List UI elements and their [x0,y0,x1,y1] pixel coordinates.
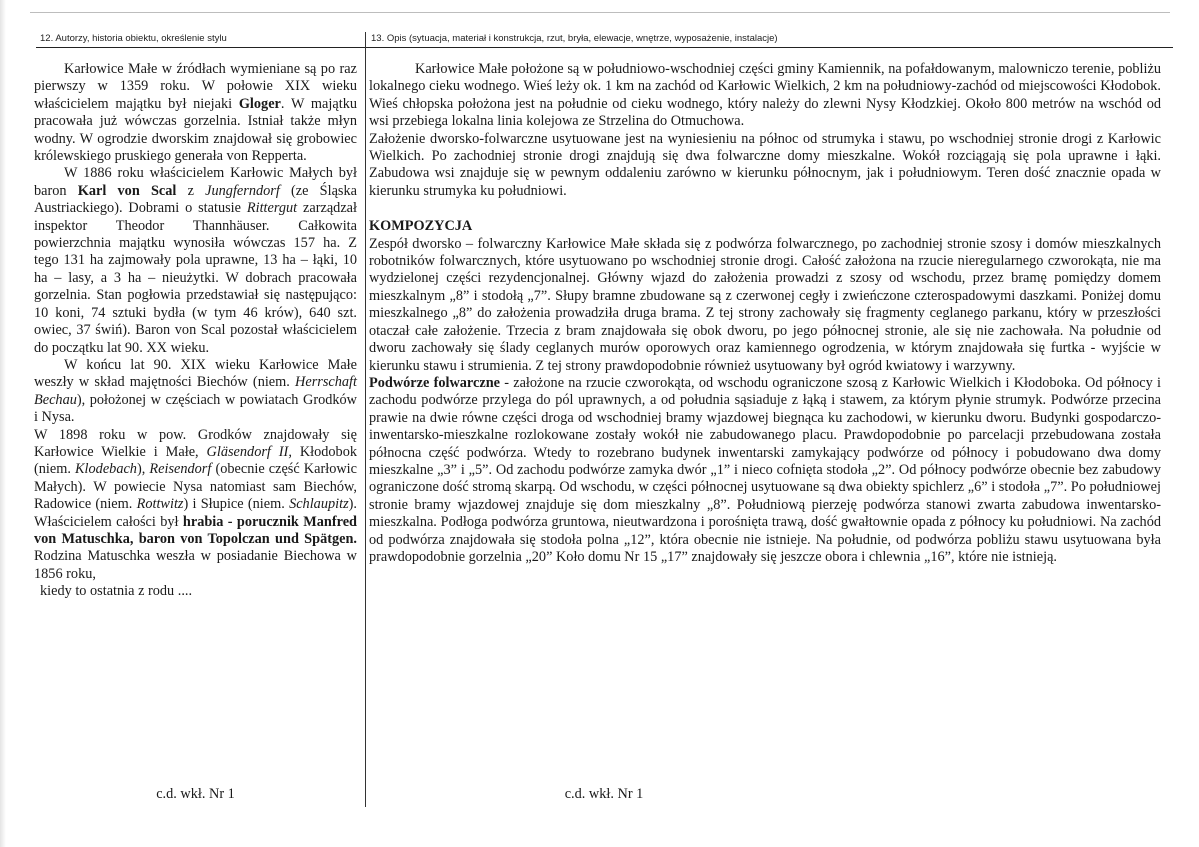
history-paragraph-3 [34,357,357,427]
text: ), położonej w częściach w powiatach Grodków i Nysa. [34,391,357,426]
text: (obecnie część Karłowic Małych). W powiecie Nysa natomiast sam Biechów, Radowice (niem. [34,461,357,513]
text: - założone na rzucie czworokąta, od wschodu ograniczone szosą z Karłowic Wielkich i Kłodoboka. Od północy i zachodu podwórze przylega do pól uprawnych, a od południa sąsiaduje z łąką i stawem, za którym płynie strumyk. Podwórze przecina prawie na dwie równe części droga od wschodniej bramy wjazdowej biegnąca ku zachodowi, w kierunku dworu. Budynki gospodarczo-inwentarsko-mieszkalne rozlokowane zostały wokół nie zabudowanego placu. Prawdopodobnie po parcelacji przebudowana została północna część podwórza. Wtedy to rozebrano budynek inwentarski zamykający podwórze od północy i pobudowano dwa domy mieszkalne „3” i „5”. Od zachodu podwórze zamyka dwór „1” i nieco cofnięta stodoła „2”. Od północy podwórze obecnie bez zabudowy ograniczone dość stromą skarpą. Od wschodu, w części północnej usytuowane są dwa obiekty spichlerz „6” i stodoła „7”. Po południowej stronie bramy wjazdowej znajduje się dom mieszkalny „8”. Południową pierzeję podwórza stanowi zwarta zabudowa inwentarsko-mieszkalna. Podłoga podwórza gruntowa, nieutwardzona i porośnięta trawą, dość gwałtownie opada z północy ku południowi. Na zachód od podwórza znajdowała się stodoła polna „12”, która obecnie nie istnieje. Na południe, od podwórza pobliżu stawu usytuowana była prawdopodobnie gorzelnia „20” Koło domu Nr 15 „17” znajdowały się jeszcze obora i chlewnia „16”, które nie istnieją. [369,374,1161,565]
description-paragraph-3: Zespół dworsko – folwarczny Karłowice Małe składa się z podwórza folwarcznego, po zachodniej stronie szosy i domów mieszkalnych robotników folwarcznych, które usytuowano po wschodniej stronie drogi. Całość założona na rzucie nieregularnego czworokąta, nie ma wydzielonej części rezydencjonalnej. Główny wjazd do założenia prowadzi z szosy od wschodu, przez bramę pomiędzy domem mieszkalnym „8” i stodołą „7”. Słupy bramne zbudowane są z czerwonej cegły i zwieńczone czterospadowymi daszkami. Poniżej domu mieszkalnego „8” do założenia prowadziła druga brama. Z tej strony zachowały się fragmenty ceglanego parkanu, który w przeszłości otaczał całe założenie. Trzecia z bram znajdowała się obok dworu, po jego północnej stronie, ale się nie zachowała. Na południe od dworu zachowały się ślady ceglanych murów oporowych oraz kamiennego ogrodzenia, w którym znajdowała się furtka - wyjście w kierunku stawu i strumienia. Z tej strony prawdopodobnie również usytuowany był ogród kwiatowy i warzywny. [369,235,1161,374]
text: ). Właścicielem całości był [34,496,357,530]
text: W końcu lat 90. XIX wieku Karłowice Małe weszły w skład majętności Biechów (niem. [34,356,357,391]
history-paragraph-2 [34,165,357,356]
place-name: Herrschaft Bechau [34,374,357,408]
place-name: Rottwitz [136,496,184,513]
text: W 1898 roku w pow. Grodków znajdowały się Karłowice Wielkie i Małe, [34,426,357,460]
owner-name: hrabia - porucznik Manfred von Matuschka, baron von Topolczan und Spätgen. [34,513,357,547]
place-name: Reisendorf [149,461,212,478]
continuation-note-right: c.d. wkł. Nr 1 [564,786,644,802]
section-title-kompozycja: KOMPOZYCJA [369,218,473,235]
text: Rodzina Matuschka weszła w posiadanie Biechowa w 1856 roku, [34,548,357,582]
text: . W majątku pracowała już wówczas gorzelnia. Istniał także młyn wodny. W ogrodzie dworskim znajdował się grobowiec królewskiego pruskiego generała von Repperta. [34,95,357,165]
history-paragraph-1 [34,61,357,165]
text: z [176,182,206,199]
text: W 1886 roku właścicielem Karłowic Małych był baron [34,165,357,199]
header-description: 13. Opis (sytuacja, materiał i konstrukcja, rzut, bryła, elewacje, wnętrze, wyposażenie, instalacje) [366,30,1173,48]
history-paragraph-4 [34,427,357,584]
place-name: Gläsendorf II, [206,443,292,460]
text: ), [136,461,150,478]
header-authors-history: 12. Autorzy, historia obiektu, określenie stylu [36,30,368,48]
subsection-title: Podwórze folwarczne [369,374,501,391]
text: zarządzał inspektor Theodor Thannhäuser. Całkowita powierzchnia majątku wynosiła wówczas 157 ha. Z tego 131 ha zajmowały pola uprawne, 13 ha – łąki, 10 ha – lasy, a 3 ha – nieużytki. W dobrach pracowała gorzelnia. Stan pogłowia przedstawiał się następująco: 10 koni, 74 sztuki bydła (w tym 46 krów), 640 szt. owiec, 37 świń). Baron von Scal pozostał właścicielem do początku lat 90. XX wieku. [34,200,357,356]
place-name: Klodebach [75,461,137,478]
scan-edge-shadow [0,0,6,847]
continuation-note-left: c.d. wkł. Nr 1 [156,786,235,802]
place-name: Jungferndorf [205,182,280,199]
description-column [369,61,1161,566]
history-column [34,61,357,601]
description-paragraph-2: Założenie dworsko-folwarczne usytuowane jest na wyniesieniu na północ od strumyka i stawu, po wschodniej stronie drogi z Karłowic Wielkich. Po zachodniej stronie drogi znajdują się dwa folwarczne domy mieszkalne. Wokół rozciągają się pola uprawne i łąki. Zabudowa wsi znajduje się w pewnym oddaleniu zarówno w kierunku północnym, jak i południowym. Teren dość znacznie opada w kierunku strumyka ku południowi. [369,130,1161,199]
text: (ze Śląska Austriackiego). Dobrami o statusie [34,182,357,217]
description-paragraph-4 [369,375,1161,566]
owner-name: Karl von Scal [77,182,177,199]
text: ) i Słupice (niem. [183,496,290,513]
text: Kłodobok (niem. [34,443,358,478]
history-paragraph-5: kiedy to ostatnia z rodu .... [40,583,193,600]
place-name: Schlaupitz [289,496,349,513]
text: Karłowice Małe w źródłach wymieniane są po raz pierwszy w 1359 roku. W połowie XIX wieku właścicielem majątku był niejaki [34,61,357,112]
column-divider [365,32,366,807]
owner-name: Gloger [238,95,281,112]
page-top-rule [30,12,1170,13]
status-term: Rittergut [246,200,298,217]
description-paragraph-1: Karłowice Małe położone są w południowo-wschodniej części gminy Kamiennik, na pofałdowanym, malowniczo terenie, pobliżu lokalnego cieku wodnego. Wieś leży ok. 1 km na zachód od Karłowic Wielkich, 2 km na południowy-zachód od miejscowości Kłodobok. Wieś chłopska położona jest na południe od cieku wodnego, który należy do zlewni Nysy Kłodzkiej. Około 800 metrów na wschód od wsi przebiega lokalna linia kolejowa ze Strzelina do Otmuchowa. [369,61,1161,130]
